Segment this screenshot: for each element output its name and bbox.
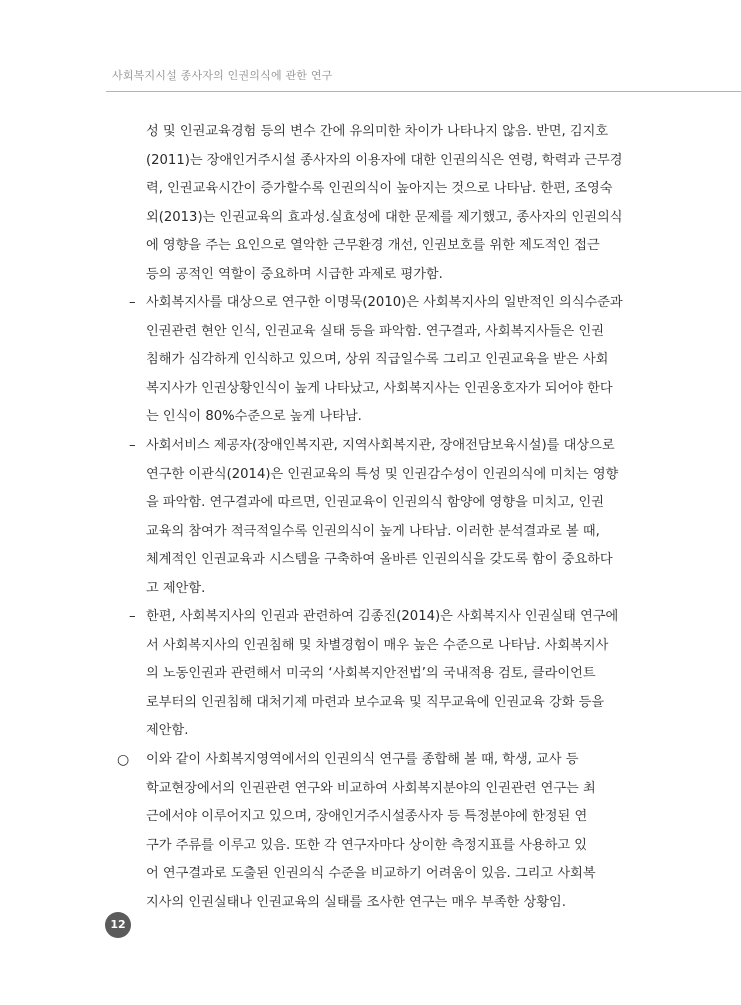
paragraph bbox=[0, 603, 741, 746]
line-text: 을 파악함. 연구결과에 따르면, 인권교육이 인권의식 함양에 영향을 미치고, 인권 bbox=[146, 495, 604, 511]
body-text bbox=[0, 118, 741, 917]
text-line bbox=[0, 717, 741, 746]
line-text: 성 및 인권교육경험 등의 변수 간에 유의미한 차이가 나타나지 않음. 반면, 김지호 bbox=[146, 124, 609, 139]
text-line bbox=[0, 489, 741, 518]
text-line bbox=[0, 803, 741, 832]
line-text: 는 인식이 80%수준으로 높게 나타남. bbox=[146, 409, 362, 425]
line-text: 인권관련 현안 인식, 인권교육 실태 등을 파악함. 연구결과, 사회복지사들은 인권 bbox=[146, 323, 604, 339]
line-text: 고 제안함. bbox=[146, 580, 206, 596]
paragraph bbox=[0, 746, 741, 917]
line-text: 근에서야 이루어지고 있으며, 장애인거주시설종사자 등 특정분야에 한정된 연 bbox=[146, 809, 588, 825]
text-line bbox=[0, 632, 741, 661]
text-line bbox=[0, 346, 741, 375]
line-text: 어 연구결과로 도출된 인권의식 수준을 비교하기 어려움이 있음. 그리고 사회복 bbox=[146, 866, 596, 882]
text-line bbox=[0, 518, 741, 547]
line-text: (2011)는 장애인거주시설 종사자의 이용자에 대한 인권의식은 연령, 학력과 근무경 bbox=[146, 152, 623, 168]
line-text: 학교현장에서의 인권관련 연구와 비교하여 사회복지분야의 인권관련 연구는 최 bbox=[146, 780, 596, 796]
text-line bbox=[0, 660, 741, 689]
text-line bbox=[0, 375, 741, 404]
running-header: 사회복지시설 종사자의 인권의식에 관한 연구 bbox=[112, 69, 333, 82]
text-line bbox=[0, 689, 741, 718]
paragraph bbox=[0, 289, 741, 432]
text-line bbox=[0, 432, 741, 461]
text-line bbox=[0, 860, 741, 889]
line-text: 한편, 사회복지사의 인권과 관련하여 김종진(2014)은 사회복지사 인권실태 연구에 bbox=[146, 609, 619, 625]
paragraph bbox=[0, 118, 741, 289]
circle-bullet: ○ bbox=[117, 752, 130, 769]
text-line bbox=[0, 175, 741, 204]
text-line bbox=[0, 461, 741, 490]
header-divider bbox=[106, 91, 741, 92]
line-text: 에 영향을 주는 요인으로 열악한 근무환경 개선, 인권보호를 위한 제도적인 접근 bbox=[146, 238, 600, 254]
line-text: 의 노동인권과 관련해서 미국의 ‘사회복지안전법’의 국내적용 검토, 클라이언트 bbox=[146, 666, 596, 682]
line-text: 교육의 참여가 적극적일수록 인권의식이 높게 나타남. 이러한 분석결과로 볼 때, bbox=[146, 523, 600, 539]
text-line bbox=[0, 289, 741, 318]
text-line bbox=[0, 118, 741, 147]
line-text: 로부터의 인권침해 대처기제 마련과 보수교육 및 직무교육에 인권교육 강화 등을 bbox=[146, 694, 605, 710]
line-text: 지사의 인권실태나 인권교육의 실태를 조사한 연구는 매우 부족한 상황임. bbox=[146, 894, 566, 910]
text-line bbox=[0, 261, 741, 290]
text-line bbox=[0, 147, 741, 176]
line-text: 제안함. bbox=[146, 723, 189, 739]
line-text: 침해가 심각하게 인식하고 있으며, 상위 직급일수록 그리고 인권교육을 받은 사회 bbox=[146, 352, 609, 368]
line-text: 복지사가 인권상황인식이 높게 나타났고, 사회복지사는 인권옹호자가 되어야 한다 bbox=[146, 380, 613, 396]
text-line bbox=[0, 204, 741, 233]
page-number-badge: 12 bbox=[105, 912, 131, 938]
text-line bbox=[0, 318, 741, 347]
line-text: 이와 같이 사회복지영역에서의 인권의식 연구를 종합해 볼 때, 학생, 교사 등 bbox=[146, 752, 579, 768]
line-text: 구가 주류를 이루고 있음. 또한 각 연구자마다 상이한 측정지표를 사용하고 있 bbox=[146, 837, 588, 853]
line-text: 외(2013)는 인권교육의 효과성.실효성에 대한 문제를 제기했고, 종사자의 인권의식 bbox=[146, 209, 623, 225]
line-text: 등의 공적인 역할이 중요하며 시급한 과제로 평가함. bbox=[146, 266, 443, 282]
line-text: 서 사회복지사의 인권침해 및 차별경험이 매우 높은 수준으로 나타남. 사회복지사 bbox=[146, 637, 609, 653]
line-text: 연구한 이관식(2014)은 인권교육의 특성 및 인권감수성이 인권의식에 미치는 영향 bbox=[146, 466, 619, 482]
dash-bullet: – bbox=[129, 609, 136, 625]
dash-bullet: – bbox=[129, 295, 136, 311]
text-line bbox=[0, 832, 741, 861]
text-line bbox=[0, 575, 741, 604]
line-text: 력, 인권교육시간이 증가할수록 인권의식이 높아지는 것으로 나타남. 한편, 조영숙 bbox=[146, 181, 613, 197]
text-line bbox=[0, 232, 741, 261]
dash-bullet: – bbox=[129, 438, 136, 454]
text-line bbox=[0, 603, 741, 632]
line-text: 사회복지사를 대상으로 연구한 이명묵(2010)은 사회복지사의 일반적인 의식수준과 bbox=[146, 295, 623, 311]
text-line bbox=[0, 775, 741, 804]
text-line bbox=[0, 546, 741, 575]
text-line bbox=[0, 746, 741, 775]
paragraph bbox=[0, 432, 741, 603]
line-text: 체계적인 인권교육과 시스템을 구축하여 올바른 인권의식을 갖도록 함이 중요하다 bbox=[146, 552, 613, 568]
text-line bbox=[0, 403, 741, 432]
line-text: 사회서비스 제공자(장애인복지관, 지역사회복지관, 장애전담보육시설)를 대상으로 bbox=[146, 438, 615, 454]
